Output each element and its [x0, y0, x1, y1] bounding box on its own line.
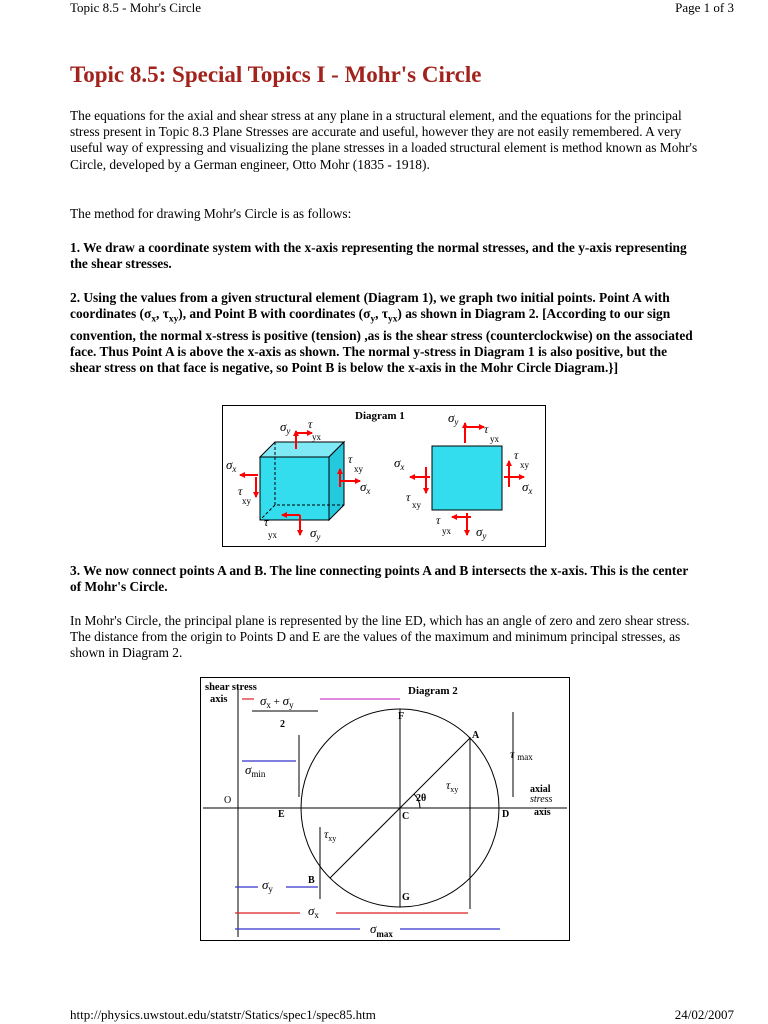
svg-text:xy: xy — [242, 496, 251, 506]
step-1-paragraph: 1. We draw a coordinate system with the x-axis representing the normal stresses, and the y-axis representing the shear stresses. — [70, 240, 687, 272]
svg-text:τ: τ — [514, 448, 519, 462]
svg-text:τ: τ — [436, 513, 441, 527]
two-theta-label: 2θ — [416, 793, 427, 804]
svg-text:σy: $\sigma_y$ — [310, 525, 321, 542]
svg-text:σx: $\sigma_x$ — [360, 479, 371, 496]
svg-text:yx: yx — [490, 434, 499, 444]
svg-text:τ: τ — [406, 490, 411, 504]
intro-paragraph: The equations for the axial and shear stress at any plane in a structural element, and the equations for the principal stress present in Topic 8.3 Plane Stresses are accurate and useful, however they are not easily remembered. A very useful way of expressing and visualizing the plane stresses in a loaded structural element is method known as Mohr's Circle, developed by a German engineer, Otto Mohr (1835 - 1918). — [70, 108, 698, 172]
svg-text:τ: τ — [264, 515, 269, 529]
svg-text:τxy: $\tau_{xy}$ — [446, 778, 459, 794]
svg-text:σy: $\sigma_y$ — [448, 410, 459, 427]
svg-text:τ: τ — [484, 422, 489, 436]
svg-text:σx: $\sigma_x$ — [394, 455, 405, 472]
point-f-label: F — [398, 711, 405, 722]
point-a-label: A — [472, 730, 480, 741]
svg-text:stress: stress — [530, 794, 553, 805]
svg-text:xy: xy — [520, 460, 529, 470]
point-o-label: O — [224, 795, 232, 806]
tau-max-label: τ max — [510, 747, 533, 762]
point-e-label: E — [278, 809, 285, 820]
diagram-1-figure — [222, 405, 546, 547]
page-title: Topic 8.5: Special Topics I - Mohr's Circle — [70, 62, 482, 87]
stress-cube — [260, 442, 344, 520]
point-c-label: C — [402, 811, 410, 822]
point-d-label: D — [502, 809, 510, 820]
svg-text:xy: xy — [354, 464, 363, 474]
principal-paragraph: In Mohr's Circle, the principal plane is represented by the line ED, which has an angle of zero and zero shear stress. The distance from the origin to Points D and E are the values of the maximum and minimum principal stresses, as shown in Diagram 2. — [70, 613, 690, 661]
svg-text:axis: axis — [210, 694, 228, 705]
shear-stress-axis-label: shear stress — [205, 682, 257, 693]
svg-text:axis: axis — [534, 807, 551, 818]
svg-text:xy: xy — [412, 500, 421, 510]
stress-square — [432, 446, 502, 510]
svg-text:2: 2 — [280, 719, 285, 730]
diagram-2-figure — [200, 677, 570, 941]
footer-date: 24/02/2007 — [674, 1007, 734, 1022]
svg-text:τxy: $\tau_{xy}$ — [324, 827, 337, 843]
svg-text:τ: τ — [238, 484, 243, 498]
header-page-number: Page 1 of 3 — [675, 0, 734, 15]
sigma-min-label: $\sigma_{min}$ — [245, 762, 266, 779]
method-paragraph: The method for drawing Mohr's Circle is as follows: — [70, 206, 352, 221]
step-3-paragraph: 3. We now connect points A and B. The line connecting points A and B intersects the x-axis. This is the center of Mohr's Circle. — [70, 563, 689, 595]
sigma-x-label: $\sigma_x$ — [308, 903, 319, 920]
point-g-label: G — [402, 892, 410, 903]
step-2-paragraph: 2. Using the values from a given structural element (Diagram 1), we graph two initial points. Point A with coordinates ($\sigma_x$, $\tau_{xy}$), and Point B with coordinates ($\sigma_y$, $\tau_{yx}$) as shown in Diagram 2. [According to our sign convention, the normal x-stress is positive (tension) ,as is the shear stress (counterclockwise) on the associated face. Thus Point A is above the x-axis as shown. The normal y-stress in Diagram 1 is also positive, but the shear stress on that face is negative, so Point B is below the x-axis in the Mohr Circle Diagram.}] — [70, 290, 693, 376]
center-formula: $\sigma_x + \sigma_y$ — [260, 693, 294, 710]
footer-url: http://physics.uwstout.edu/statstr/Statics/spec1/spec85.htm — [70, 1007, 376, 1022]
svg-text:yx: yx — [442, 526, 451, 536]
point-b-label: B — [308, 875, 315, 886]
svg-text:τ: τ — [308, 417, 313, 431]
svg-text:yx: yx — [312, 432, 321, 442]
diagram-1-title: Diagram 1 — [355, 410, 405, 422]
svg-text:σy: $\sigma_y$ — [476, 524, 487, 541]
svg-text:τ: τ — [348, 452, 353, 466]
svg-text:σx: $\sigma_x$ — [226, 457, 237, 474]
svg-text:σx: $\sigma_x$ — [522, 479, 533, 496]
svg-text:σy: $\sigma_y$ — [280, 419, 291, 436]
sigma-y-label: $\sigma_y$ — [262, 877, 273, 894]
axial-stress-axis-label: axial — [530, 784, 551, 795]
diagram-2-border — [201, 678, 570, 941]
sigma-max-label: $\sigma_{max}$ — [370, 921, 393, 939]
diagram-2-title: Diagram 2 — [408, 685, 458, 697]
header-title: Topic 8.5 - Mohr's Circle — [70, 0, 202, 15]
svg-text:yx: yx — [268, 530, 277, 540]
